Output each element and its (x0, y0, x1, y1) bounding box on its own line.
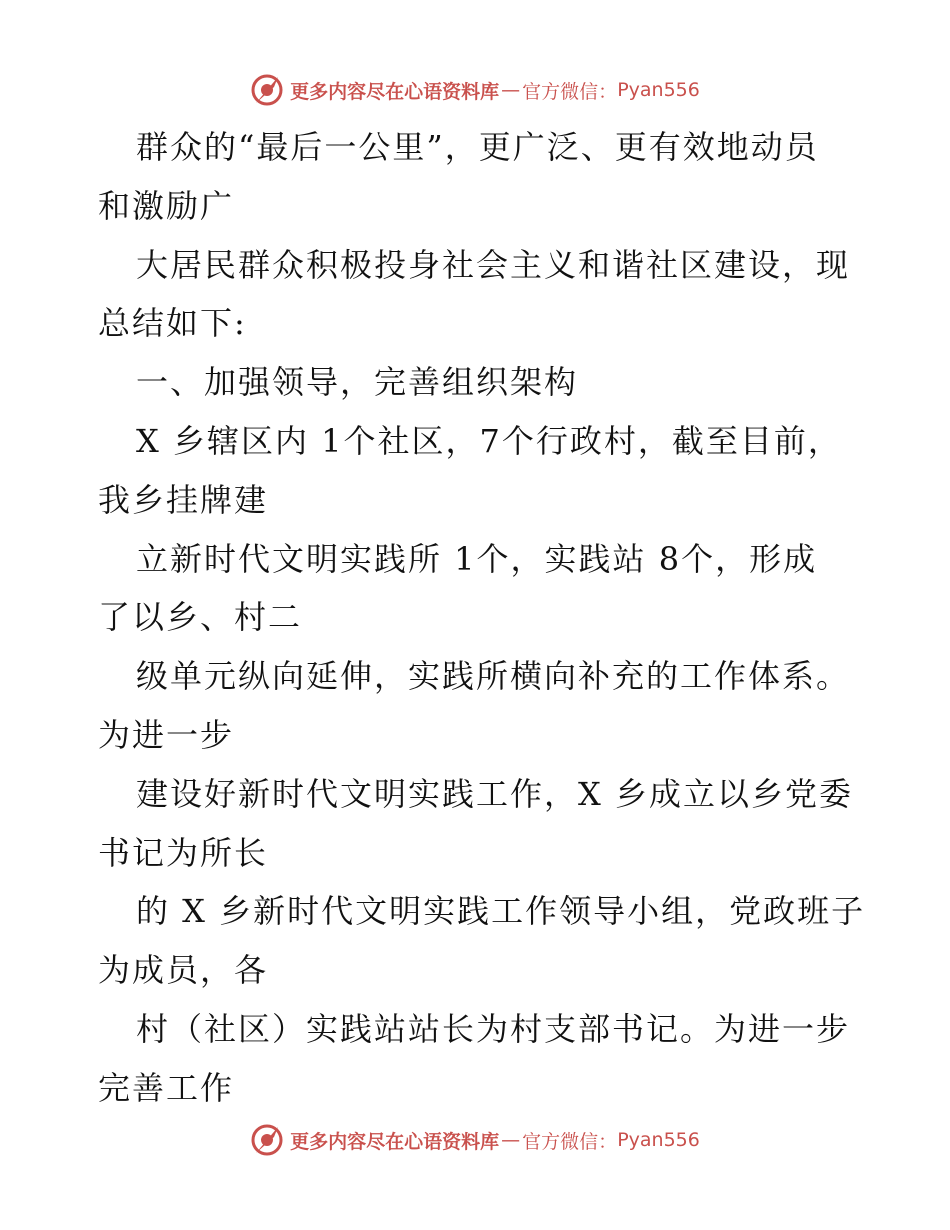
body-line: 立新时代文明实践所 1个，实践站 8个，形成 (136, 539, 818, 578)
quill-logo-icon (250, 1123, 284, 1157)
header-wechat-id: Pyan556 (617, 79, 700, 101)
footer-wechat-label: 官方微信： (522, 1130, 618, 1153)
body-line: 大居民群众积极投身社会主义和谐社区建设，现 (136, 245, 851, 284)
body-line: 和激励广 (98, 186, 235, 225)
header-wechat-label: 官方微信： (522, 80, 618, 103)
quill-logo-icon (250, 73, 284, 107)
body-line: 为进一步 (98, 715, 235, 754)
header-banner (0, 72, 950, 108)
body-line: 我乡挂牌建 (98, 480, 269, 519)
document-body (98, 118, 868, 1118)
footer-wechat-id: Pyan556 (617, 1129, 700, 1151)
body-line: 总结如下: (98, 304, 247, 343)
body-line: 为成员，各 (98, 951, 269, 990)
body-line: 村（社区）实践站站长为村支部书记。为进一步 (136, 1009, 851, 1048)
body-line: 的 X 乡新时代文明实践工作领导小组，党政班子 (136, 892, 866, 931)
body-line: 书记为所长 (98, 833, 269, 872)
body-line: X 乡辖区内 1个社区，7个行政村，截至目前， (136, 421, 842, 460)
body-line: 了以乡、村二 (98, 598, 303, 637)
footer-brand-text: 更多内容尽在心语资料库 (290, 1130, 500, 1153)
header-dash: — (501, 79, 521, 101)
body-line: 级单元纵向延伸，实践所横向补充的工作体系。 (136, 657, 851, 696)
footer-banner (0, 1122, 950, 1158)
body-line: 建设好新时代文明实践工作，X 乡成立以乡党委 (136, 774, 853, 813)
section-heading: 一、加强领导，完善组织架构 (136, 363, 579, 402)
body-line: 群众的“最后一公里”，更广泛、更有效地动员 (136, 128, 819, 166)
footer-dash: — (501, 1129, 521, 1151)
header-brand-text: 更多内容尽在心语资料库 (290, 80, 500, 103)
body-line: 完善工作 (98, 1068, 235, 1107)
